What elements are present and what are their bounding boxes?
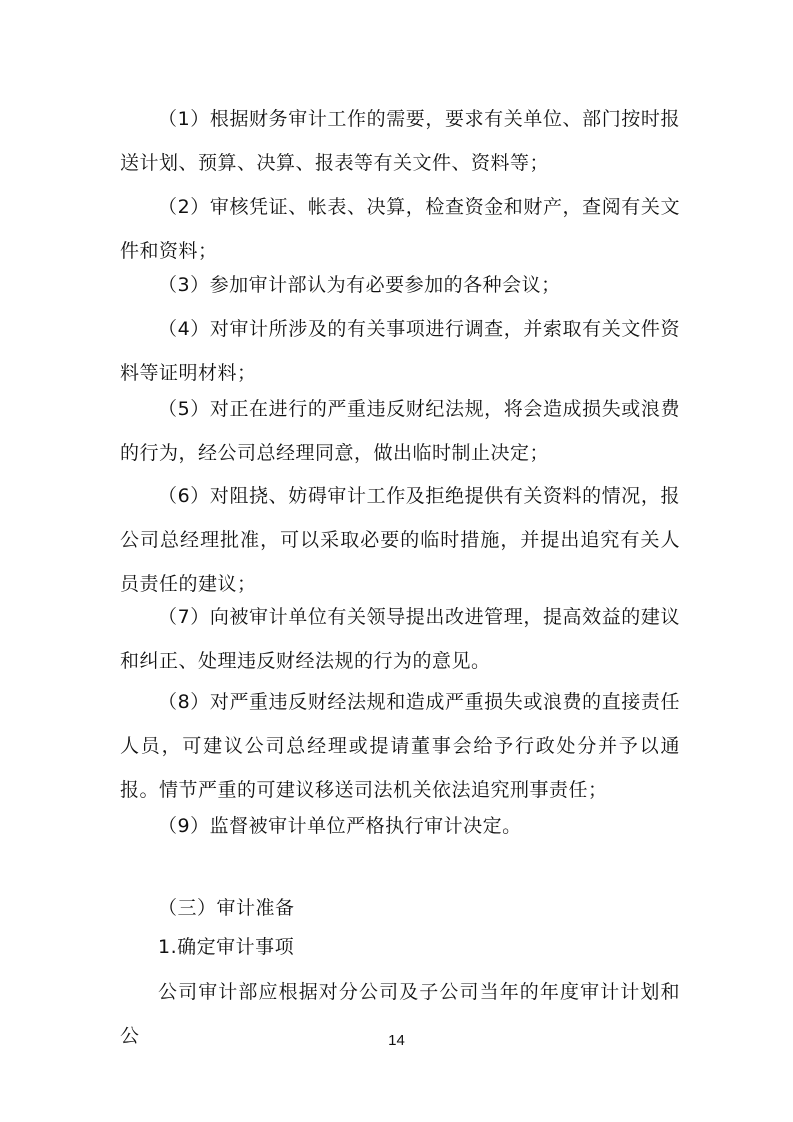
list-item-9: （9）监督被审计单位严格执行审计决定。: [158, 815, 522, 837]
list-item-7: （7）向被审计单位有关领导提出改进管理，提高效益的建议和纠正、处理违反财经法规的行为的意见。: [120, 606, 680, 672]
list-item-1: （1）根据财务审计工作的需要，要求有关单位、部门按时报送计划、预算、决算、报表等有关文件、资料等；: [120, 108, 680, 174]
closing-paragraph: 公司审计部应根据对分公司及子公司当年的年度审计计划和公: [120, 981, 680, 1047]
list-item-5: （5）对正在进行的严重违反财纪法规，将会造成损失或浪费的行为，经公司总经理同意，做出临时制止决定；: [120, 398, 680, 464]
subheading: 1.确定审计事项: [158, 936, 295, 958]
list-item-8: （8）对严重违反财经法规和造成严重损失或浪费的直接责任人员，可建议公司总经理或提请董事会给予行政处分并予以通报。情节严重的可建议移送司法机关依法追究刑事责任；: [120, 691, 680, 801]
list-item-3: （3）参加审计部认为有必要参加的各种会议；: [158, 274, 561, 296]
page-number: 14: [388, 1032, 405, 1049]
section-heading: （三）审计准备: [158, 897, 295, 919]
list-item-2: （2）审核凭证、帐表、决算，检查资金和财产，查阅有关文件和资料；: [120, 196, 680, 262]
list-item-6: （6）对阻挠、妨碍审计工作及拒绝提供有关资料的情况，报公司总经理批准，可以采取必要的临时措施，并提出追究有关人员责任的建议；: [120, 485, 680, 595]
list-item-4: （4）对审计所涉及的有关事项进行调查，并索取有关文件资料等证明材料；: [120, 318, 680, 384]
